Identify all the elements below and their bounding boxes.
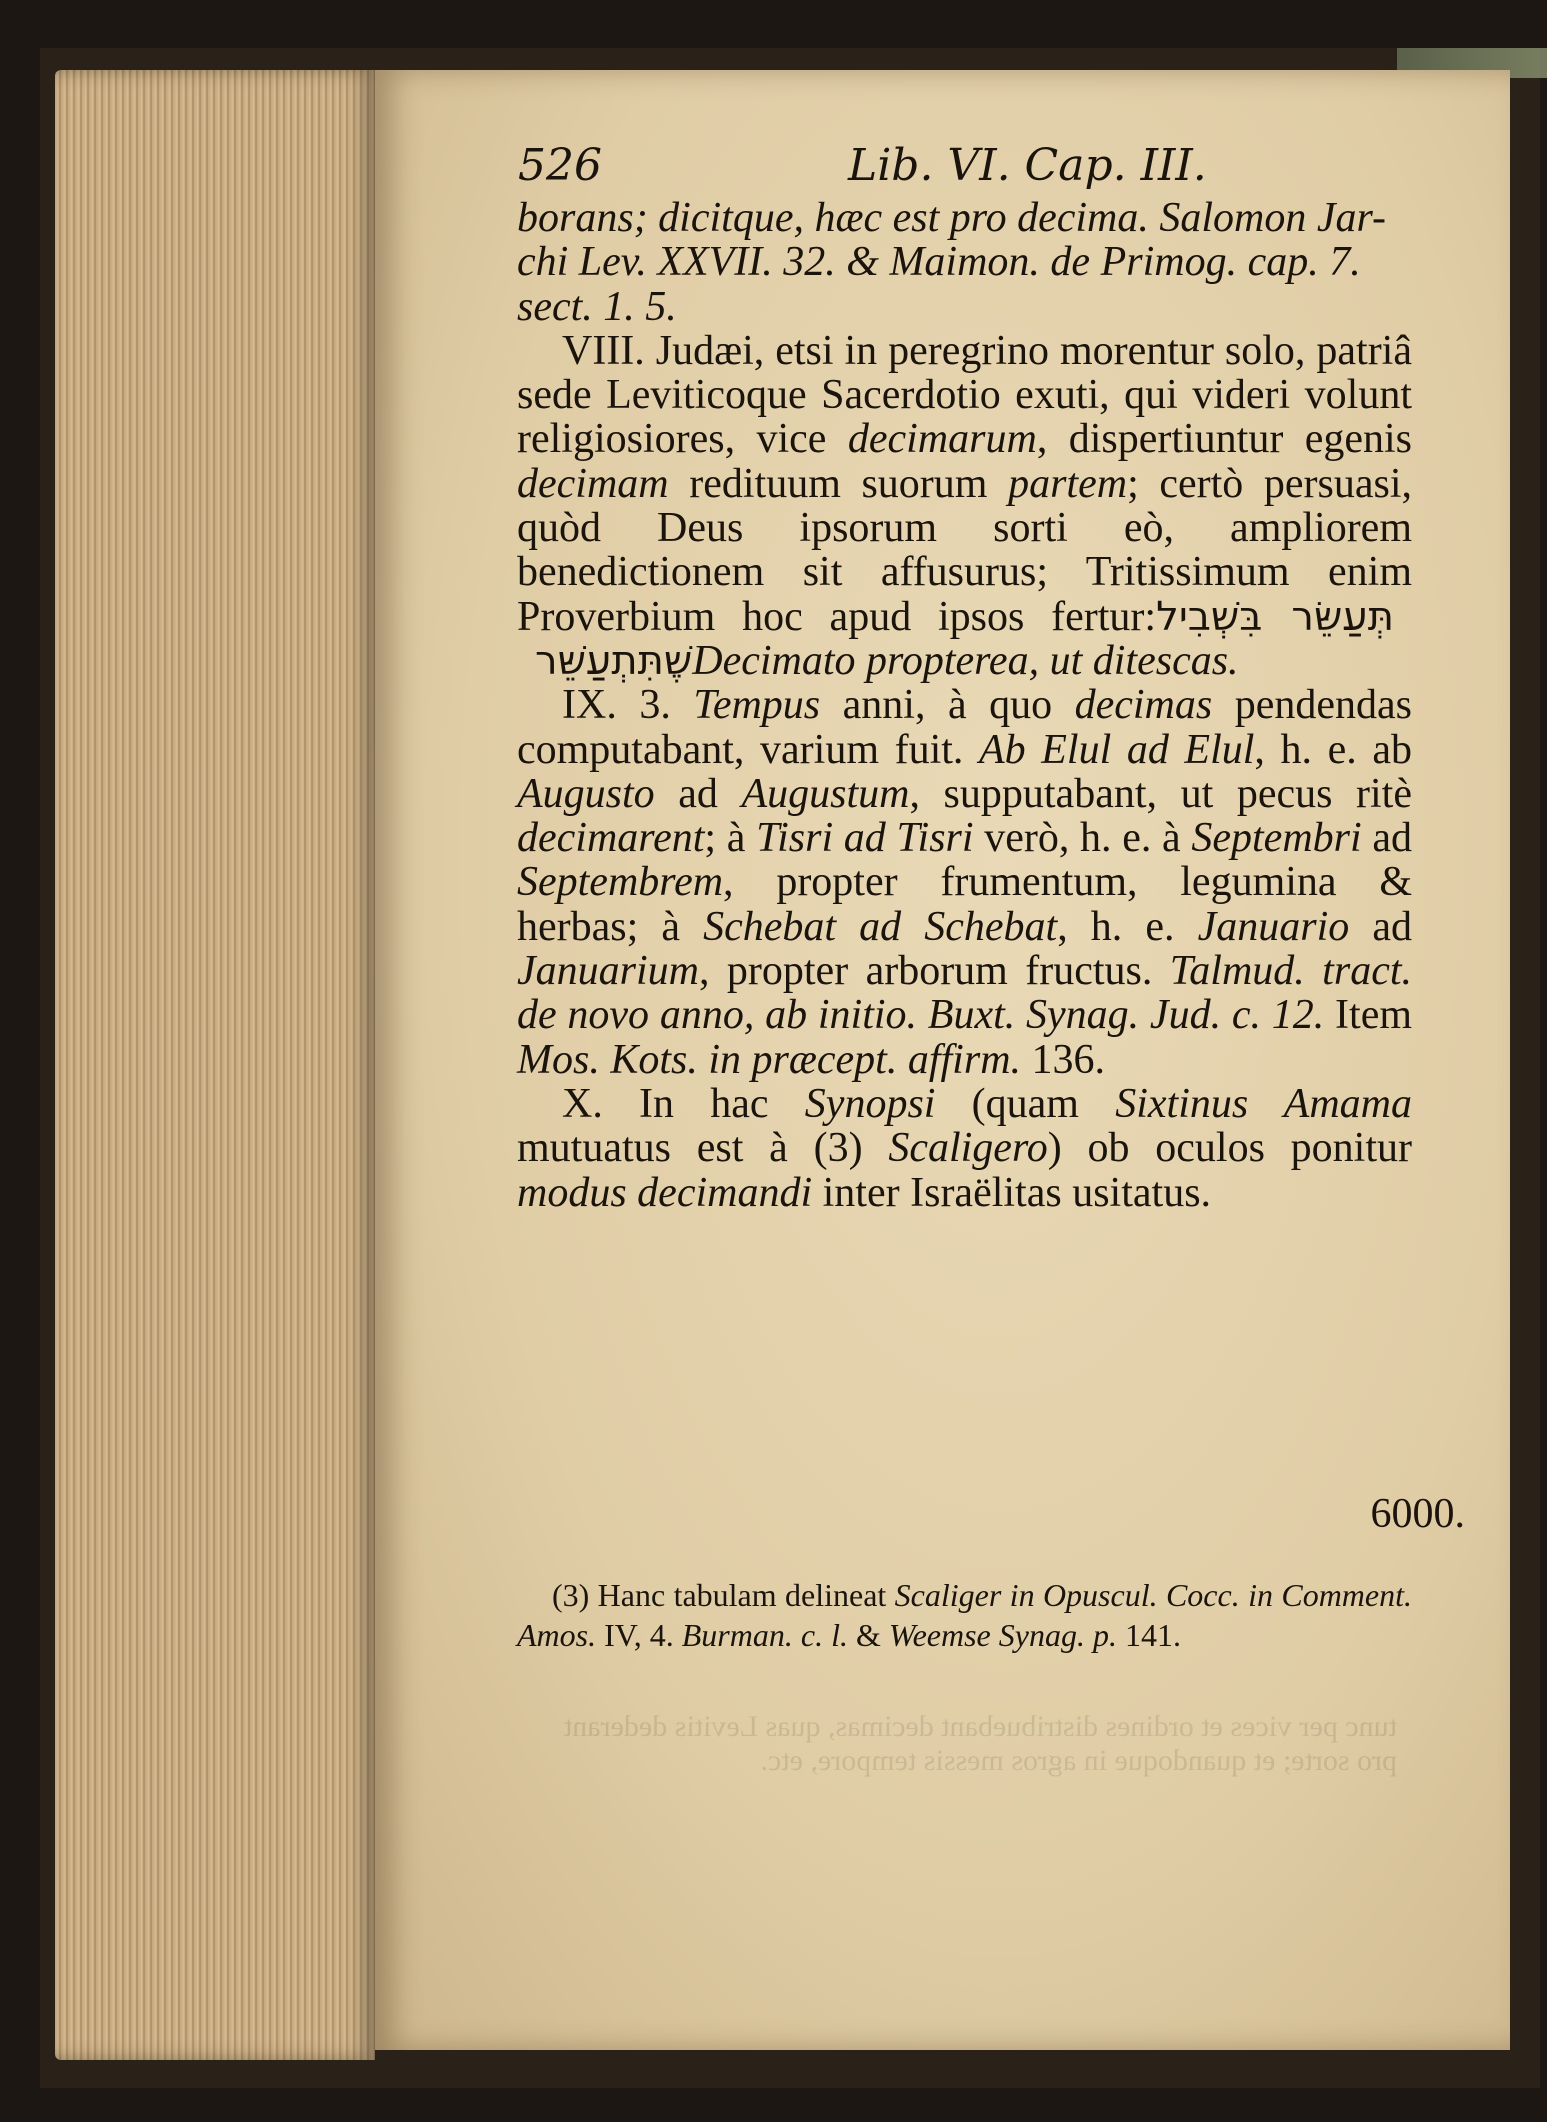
body-text	[517, 196, 1412, 1215]
bleed-through-text: tunc per vices et ordines distribuebant decimas, quas Levitis dederant pro sorte; et quandoque in agros messis tempore, etc.	[563, 1710, 1397, 1777]
hebrew-proverb: תְּעַשֵּׂר בִּשְׁבִיל שֶׁתִּתְעַשֵּׁר	[535, 593, 1394, 684]
page-edges	[55, 70, 375, 2060]
paragraph-ix: IX. 3. Tempus anni, à quo decimas pendendas computabant, varium fuit. Ab Elul ad Elul, h. e. ab Augusto ad Augustum, supputabant, ut pecus ritè decimarent; à Tisri ad Tisri verò, h. e. à Septembri ad Septembrem, propter frumentum, legumina & herbas; à Schebat ad Schebat, h. e. Januario ad Januarium, propter arborum fructus. Talmud. tract. de novo anno, ab initio. Buxt. Synag. Jud. c. 12. Item Mos. Kots. in præcept. affirm. 136.	[517, 682, 1413, 1083]
paragraph-viii: VIII. Judæi, etsi in peregrino morentur solo, patriâ sede Leviticoque Sacerdotio exuti, qui videri volunt religiosiores, vice decimarum, dispertiuntur egenis decimam redituum suorum partem; certò persuasi, quòd Deus ipsorum sorti eò, ampliorem benedictionem sit affusurus; Tritissimum enim Proverbium hoc apud ipsos fertur:תְּעַשֵּׂר בִּשְׁבִיל שֶׁתִּתְעַשֵּׁרDecimato propterea, ut ditescas.	[517, 327, 1413, 684]
chapter-title: Lib. VI. Cap. III.	[848, 140, 1207, 191]
continuation-line-2: chi Lev. XXVII. 32. & Maimon. de Primog. cap. 7.	[517, 239, 1361, 286]
page-number: 526	[518, 140, 602, 191]
paragraph-x: X. In hac Synopsi (quam Sixtinus Amama mutuatus est à (3) Scaligero) ob oculos ponitur modus decimandi inter Israëlitas usitatus.	[517, 1080, 1413, 1216]
footnote: (3) Hanc tabulam delineat Scaliger in Opuscul. Cocc. in Comment. Amos. IV, 4. Burman. c. l. & Weemse Synag. p. 141.	[517, 1577, 1413, 1653]
page	[375, 70, 1510, 2050]
continuation-line-3: sect. 1. 5.	[517, 283, 677, 330]
continuation-line-1: borans; dicitque, hæc est pro decima. Salomon Jar-	[517, 195, 1386, 241]
catchword-number: 6000.	[1370, 1491, 1465, 1537]
